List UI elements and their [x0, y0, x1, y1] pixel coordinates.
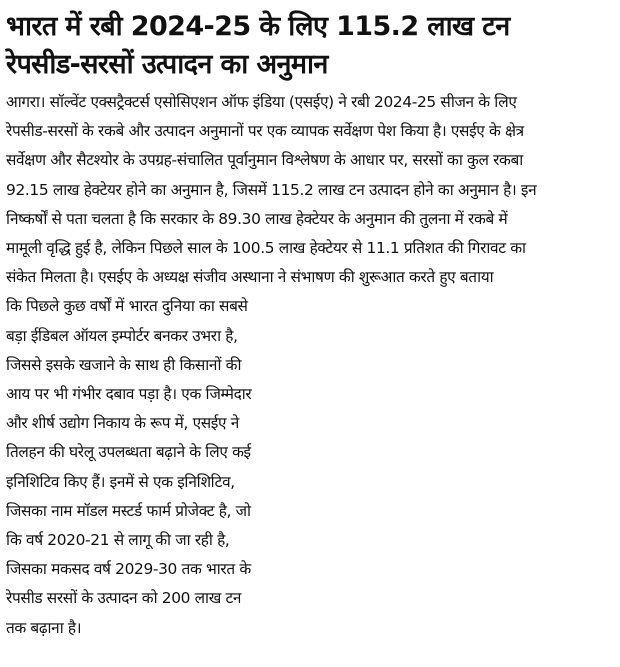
- text-line: सर्वेक्षण और सैटश्योर के उपग्रह-संचालित पूर्वानुमान विश्लेषण के आधार पर, सरसों का कुल रकबा: [6, 151, 523, 170]
- article-paragraph-wide: [6, 88, 610, 292]
- text-line: तिलहन की घरेलू उपलब्धता बढ़ाने के लिए कई: [6, 443, 251, 462]
- text-line: जिससे इसके खजाने के साथ ही किसानों की: [6, 355, 242, 374]
- text-line: तक बढ़ाना है।: [6, 618, 82, 637]
- text-line: कि वर्ष 2020-21 से लागू की जा रही है,: [6, 531, 230, 550]
- text-line: रेपसीड-सरसों के रकबे और उत्पादन अनुमानों पर एक व्यापक सर्वेक्षण पेश किया है। एसईए के क्षेत्र: [6, 122, 524, 141]
- article-paragraph-column: [6, 292, 306, 642]
- headline: [0, 0, 620, 84]
- text-line: बड़ा ईडिबल ऑयल इम्पोर्टर बनकर उभरा है,: [6, 326, 238, 345]
- text-line: आय पर भी गंभीर दबाव पड़ा है। एक जिम्मेदार: [6, 385, 252, 404]
- headline-line: भारत में रबी 2024-25 के लिए 115.2 लाख टन: [6, 11, 510, 42]
- text-line: 92.15 लाख हेक्टेयर होने का अनुमान है, जिसमें 115.2 लाख टन उत्पादन होने का अनुमान है। इन: [6, 180, 537, 199]
- article-body: [0, 84, 620, 643]
- text-line: जिसका मकसद वर्ष 2029-30 तक भारत के: [6, 560, 251, 579]
- text-line: मामूली वृद्धि हुई है, लेकिन पिछले साल के 100.5 लाख हेक्टेयर से 11.1 प्रतिशत की गिरावट का: [6, 239, 526, 258]
- text-line: और शीर्ष उद्योग निकाय के रूप में, एसईए ने: [6, 414, 239, 433]
- text-line: निष्कर्षों से पता चलता है कि सरकार के 89.30 लाख हेक्टेयर के अनुमान की तुलना में रकबे में: [6, 209, 508, 228]
- headline-line: रेपसीड-सरसों उत्पादन का अनुमान: [6, 49, 328, 80]
- text-line: संकेत मिलता है। एसईए के अध्यक्ष संजीव अस्थाना ने संभाषण की शुरूआत करते हुए बताया: [6, 268, 494, 287]
- text-line: रेपसीड सरसों के उत्पादन को 200 लाख टन: [6, 589, 242, 608]
- text-line: कि पिछले कुछ वर्षों में भारत दुनिया का सबसे: [6, 297, 248, 316]
- text-line: आगरा। सॉल्वेंट एक्सट्रैक्टर्स एसोसिएशन ऑफ इंडिया (एसईए) ने रबी 2024-25 सीजन के लिए: [6, 93, 517, 111]
- text-line: जिसका नाम मॉडल मस्टर्ड फार्म प्रोजेक्ट है, जो: [6, 501, 251, 520]
- text-line: इनिशिटिव किए हैं। इनमें से एक इनिशिटिव,: [6, 472, 235, 491]
